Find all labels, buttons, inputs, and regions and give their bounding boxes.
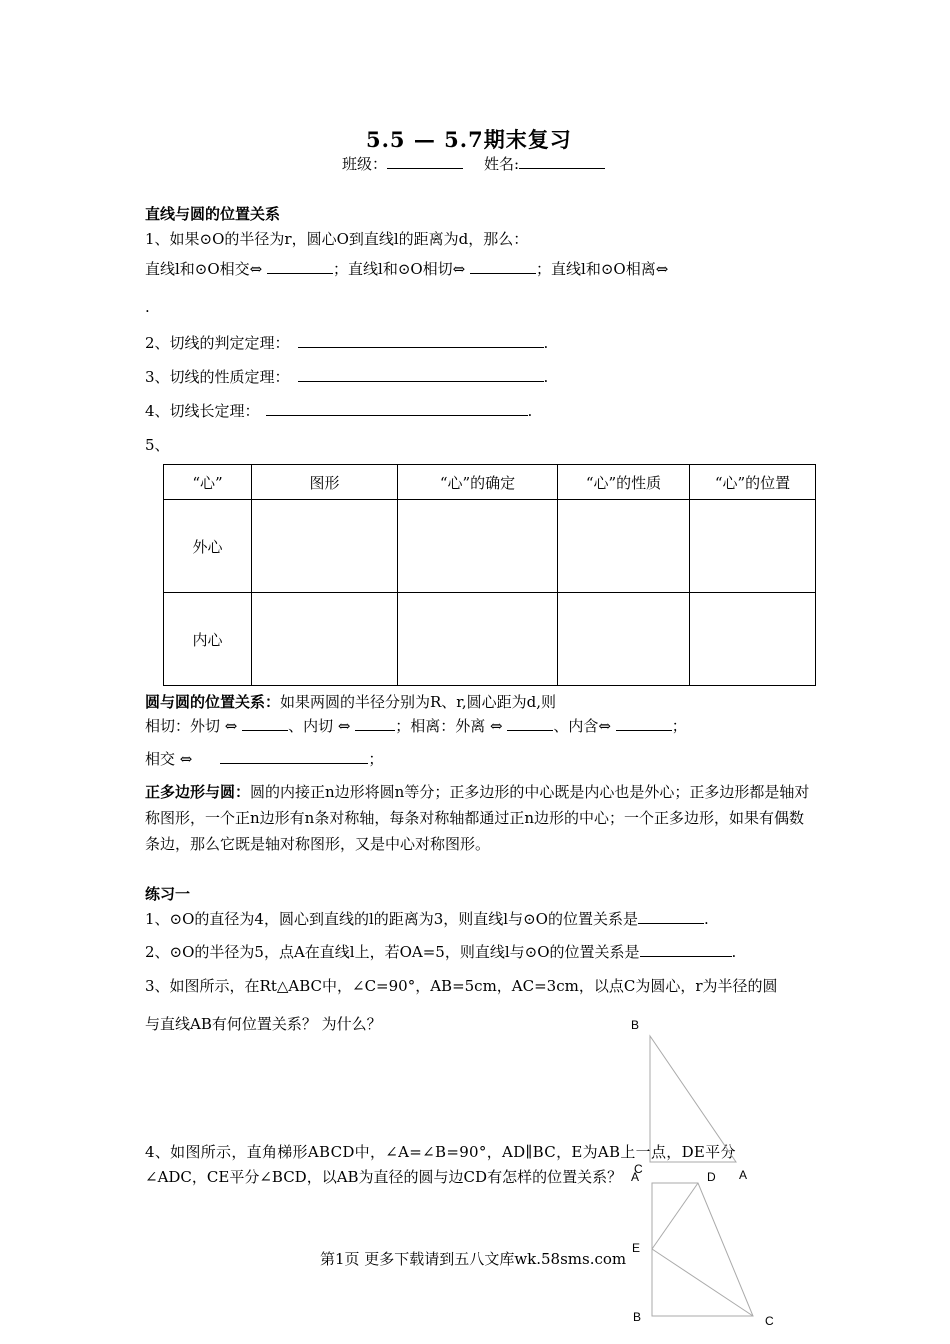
internal-tangent-blank xyxy=(355,716,395,731)
figure1-label-b: B xyxy=(631,1018,640,1032)
centers-table xyxy=(163,464,816,686)
table-header-cell: 图形 xyxy=(252,465,398,500)
class-label: 班级： xyxy=(342,155,388,173)
table-empty-cell xyxy=(690,593,816,686)
figure1-label-a: A xyxy=(739,1168,748,1182)
page-title: 5.5 — 5.7期末复习 xyxy=(366,127,572,152)
regular-polygon-paragraph xyxy=(145,779,810,857)
external-tangent-blank xyxy=(242,716,288,731)
class-blank xyxy=(387,154,463,169)
question-1-line1: 1、如果⊙O的半径为r，圆心O到直线l的距离为d，那么： xyxy=(145,230,529,248)
q4-blank xyxy=(266,401,528,416)
q4-dot: . xyxy=(527,402,533,420)
q3-label: 3、切线的性质定理： xyxy=(145,368,290,386)
q2-label: 2、切线的判定定理： xyxy=(145,334,290,352)
section-heading-regular-polygon: 正多边形与圆： xyxy=(145,783,251,801)
section-heading-circle-circle: 圆与圆的位置关系： xyxy=(145,693,281,711)
exercise-question-4-line2: ∠ADC，CE平分∠BCD，以AB为直径的圆与边CD有怎样的位置关系？ xyxy=(145,1168,623,1186)
figure2-label-a: A xyxy=(631,1170,640,1184)
trapezoid-figure xyxy=(640,1176,770,1326)
line3-end: ； xyxy=(368,750,384,768)
circle-circle-line2 xyxy=(145,715,687,736)
q1-tangent-blank xyxy=(470,259,536,274)
name-field xyxy=(484,153,605,174)
internal-tangent-label: 、内切 ⇔ xyxy=(288,717,351,735)
question-5: 5、 xyxy=(145,436,170,454)
table-empty-cell xyxy=(252,593,398,686)
table-row-label: 内心 xyxy=(164,593,252,686)
ex-q1-blank xyxy=(638,909,704,924)
table-header-cell: “心” xyxy=(164,465,252,500)
triangle-figure xyxy=(640,1030,740,1170)
ex-q2-text: 2、⊙O的半径为5，点A在直线l上，若OA=5，则直线l与⊙O的位置关系是 xyxy=(145,943,640,961)
table-header-cell: “心”的确定 xyxy=(398,465,558,500)
contained-label: 、内含⇔ xyxy=(553,717,611,735)
circle-circle-intro xyxy=(145,691,556,712)
intersect-label: 相交 ⇔ xyxy=(145,750,193,768)
q1-separate-label: ；直线l和⊙O相离⇔ xyxy=(536,260,669,278)
table-empty-cell xyxy=(558,500,690,593)
table-empty-cell xyxy=(398,500,558,593)
question-4 xyxy=(145,400,532,421)
q3-blank xyxy=(298,367,544,382)
figure2-label-e: E xyxy=(632,1241,641,1255)
table-empty-cell xyxy=(558,593,690,686)
circle-circle-line3 xyxy=(145,748,383,769)
ex-q2-blank xyxy=(640,942,732,957)
q1-intersect-blank xyxy=(267,259,333,274)
ex-q1-text: 1、⊙O的直径为4，圆心到直线的l的距离为3，则直线l与⊙O的位置关系是 xyxy=(145,910,638,928)
exercise-question-4-line1: 4、如图所示，直角梯形ABCD中，∠A=∠B=90°，AD∥BC，E为AB上一点，DE平分 xyxy=(145,1143,736,1161)
ex-q1-end: . xyxy=(703,910,709,928)
table-row xyxy=(164,593,816,686)
external-separate-blank xyxy=(507,716,553,731)
q4-label: 4、切线长定理： xyxy=(145,402,260,420)
table-row-label: 外心 xyxy=(164,500,252,593)
class-field xyxy=(342,153,463,174)
q3-dot: . xyxy=(543,368,549,386)
question-3 xyxy=(145,366,548,387)
exercise-question-3-line1: 3、如图所示，在Rt△ABC中，∠C=90°，AB=5cm，AC=3cm，以点C为圆心，r为半径的圆 xyxy=(145,977,778,995)
question-1-line2 xyxy=(145,258,668,279)
exercise-question-3-line2: 与直线AB有何位置关系？ 为什么？ xyxy=(145,1015,382,1033)
q2-blank xyxy=(298,333,544,348)
table-header-cell: “心”的位置 xyxy=(690,465,816,500)
intersect-blank xyxy=(220,749,368,764)
figure1-label-c: C xyxy=(634,1162,643,1176)
table-row xyxy=(164,500,816,593)
regular-polygon-text: 圆的内接正n边形将圆n等分；正多边形的中心既是内心也是外心；正多边形都是轴对称图形，一个正n边形有n条对称轴，每条对称轴都通过正n边形的中心；一个正多边形，如果有偶数条边，那么它既是轴对称图形，又是中心对称图形。 xyxy=(145,783,810,853)
question-1-end: . xyxy=(145,298,150,316)
name-label: 姓名: xyxy=(484,155,520,173)
name-blank xyxy=(519,154,605,169)
q2-dot: . xyxy=(543,334,549,352)
figure2-label-d: D xyxy=(707,1170,716,1184)
external-tangent-label: 相切：外切 ⇔ xyxy=(145,717,238,735)
contained-blank xyxy=(616,716,672,731)
figure2-label-b: B xyxy=(633,1310,642,1324)
table-empty-cell xyxy=(252,500,398,593)
table-empty-cell xyxy=(690,500,816,593)
exercise-question-2 xyxy=(145,941,736,962)
q1-intersect-label: 直线l和⊙O相交⇔ xyxy=(145,260,263,278)
exercise-question-1 xyxy=(145,908,709,929)
exercise-heading: 练习一 xyxy=(145,885,191,903)
table-header-cell: “心”的性质 xyxy=(558,465,690,500)
page-footer: 第1页 更多下载请到五八文库wk.58sms.com xyxy=(320,1250,627,1268)
circle-circle-intro-text: 如果两圆的半径分别为R、r,圆心距为d,则 xyxy=(280,693,556,711)
section-heading-line-circle: 直线与圆的位置关系 xyxy=(145,205,281,223)
line2-end: ； xyxy=(671,717,687,735)
q1-tangent-label: ；直线l和⊙O相切⇔ xyxy=(333,260,466,278)
external-separate-label: ；相离：外离 ⇔ xyxy=(395,717,503,735)
figure2-label-c: C xyxy=(765,1314,774,1328)
ex-q2-end: . xyxy=(731,943,737,961)
question-2 xyxy=(145,332,548,353)
table-empty-cell xyxy=(398,593,558,686)
